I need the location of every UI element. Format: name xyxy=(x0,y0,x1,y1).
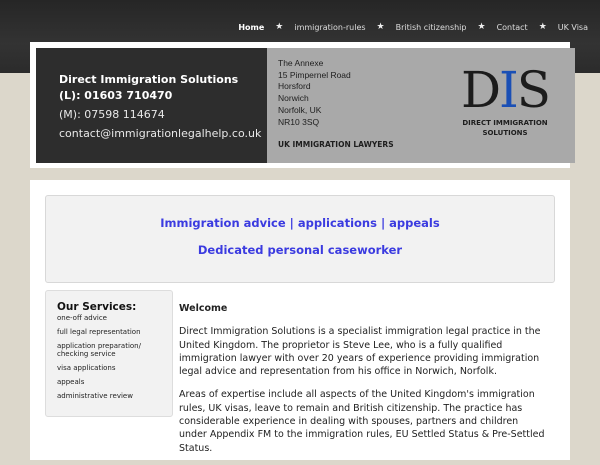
address-line: Horsford xyxy=(278,81,311,92)
highlight-box xyxy=(45,195,555,283)
paragraph: Direct Immigration Solutions is a specialist immigration legal practice in the United Kingdom. The proprietor is Steve Lee, who is a fully qualified immigration lawyer with over 20 years of experience providing immigration legal advice and representation from his office in Norwich, Norfolk. xyxy=(179,326,541,378)
star-icon: ★ xyxy=(376,22,385,32)
nav-home[interactable]: Home xyxy=(238,22,265,32)
services-sidebar xyxy=(45,290,173,417)
address-line: The Annexe xyxy=(278,58,324,68)
highlight-line-2: Dedicated personal caseworker xyxy=(197,243,403,257)
service-item[interactable]: administrative review xyxy=(57,392,133,400)
nav-british-citizenship[interactable]: British citizenship xyxy=(395,22,467,32)
service-item[interactable]: appeals xyxy=(57,378,85,386)
landline: (L): 01603 710470 xyxy=(59,89,173,102)
service-item[interactable]: one-off advice xyxy=(57,314,107,322)
main-card xyxy=(30,180,570,460)
address-line: Norwich xyxy=(278,93,309,104)
welcome-title: Welcome xyxy=(179,303,228,314)
star-icon: ★ xyxy=(275,22,284,32)
main-nav xyxy=(238,22,588,32)
address-line: NR10 3SQ xyxy=(278,116,320,127)
tagline: UK IMMIGRATION LAWYERS xyxy=(278,140,394,149)
welcome-content xyxy=(179,302,549,465)
address xyxy=(278,58,351,128)
company-name: Direct Immigration Solutions xyxy=(59,73,239,86)
service-item[interactable]: full legal representation xyxy=(57,328,141,336)
service-item[interactable]: visa applications xyxy=(57,364,116,372)
logo: DIS DIRECT IMMIGRATION SOLUTIONS xyxy=(460,61,550,137)
star-icon: ★ xyxy=(538,22,547,32)
address-panel xyxy=(267,48,575,163)
highlight-line-1: Immigration advice | applications | appeals xyxy=(160,216,440,230)
mobile: (M): 07598 114674 xyxy=(59,108,165,121)
header-card xyxy=(30,42,570,168)
nav-uk-visa[interactable]: UK Visa xyxy=(557,22,588,32)
email: contact@immigrationlegalhelp.co.uk xyxy=(59,127,262,140)
nav-immigration-rules[interactable]: immigration-rules xyxy=(294,22,366,32)
star-icon: ★ xyxy=(477,22,486,32)
contact-panel xyxy=(36,48,267,163)
address-line: 15 Pimpernel Road xyxy=(278,69,351,80)
service-item[interactable]: application preparation/ checking service xyxy=(57,342,141,358)
address-line: Norfolk, UK xyxy=(278,104,322,115)
paragraph: Areas of expertise include all aspects of the United Kingdom's immigration rules, UK visas, leave to remain and British citizenship. The practice has considerable experience in dealing with spouses, partners and children under Appendix FM to the immigration rules, EU Settled Status & Pre-Settled Status. xyxy=(179,389,545,454)
services-title: Our Services: xyxy=(57,301,137,313)
nav-contact[interactable]: Contact xyxy=(496,22,528,32)
header-banner xyxy=(36,48,575,163)
